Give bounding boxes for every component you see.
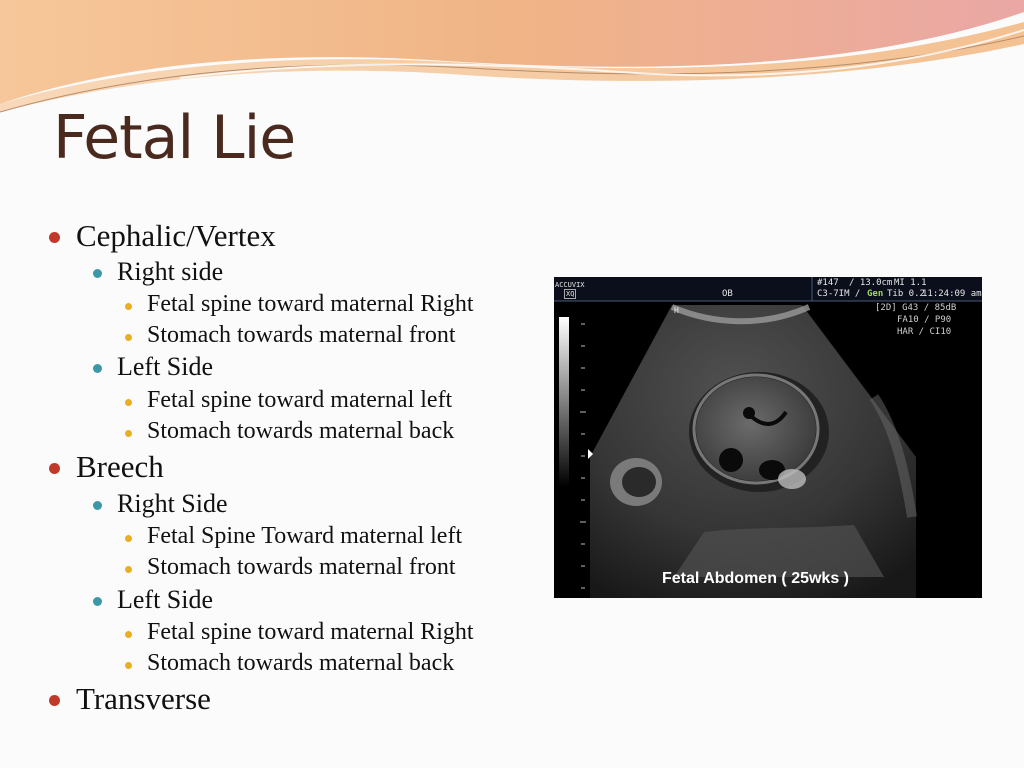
ultrasound-frame-label: #147: [817, 278, 839, 288]
ultrasound-depth-label: / 13.0cm: [849, 278, 893, 288]
bullet-text: Stomach towards maternal front: [147, 322, 456, 348]
slide-title: Fetal Lie: [53, 103, 296, 173]
bullet-dot-icon: [93, 364, 102, 373]
bullet-dot-icon: [125, 430, 132, 437]
bullet-dot-icon: [125, 535, 132, 542]
bullet-text: Cephalic/Vertex: [76, 218, 276, 253]
bullet-dot-icon: [93, 269, 102, 278]
bullet-dot-icon: [93, 501, 102, 510]
bullet-item: [147, 554, 456, 581]
ultrasound-caption: Fetal Abdomen ( 25wks ): [662, 570, 849, 587]
bullet-item: [117, 489, 228, 519]
bullet-text: Stomach towards maternal front: [147, 554, 456, 580]
bullet-item: [147, 523, 462, 550]
bullet-item: [76, 218, 276, 254]
bullet-item: [147, 418, 454, 445]
ultrasound-time-label: 11:24:09 am: [922, 289, 982, 299]
ultrasound-image: [554, 277, 982, 598]
ultrasound-mi-label: MI 1.1: [894, 278, 927, 288]
bullet-text: Breech: [76, 449, 164, 484]
bullet-item: [117, 585, 213, 615]
bullet-item: [76, 449, 164, 485]
bullet-text: Right side: [117, 257, 224, 286]
ultrasound-param-line: FA10 / P90: [897, 315, 952, 325]
bullet-item: [147, 322, 456, 349]
bullet-item: [117, 257, 223, 287]
ultrasound-brand-label: ACCUVIX: [555, 281, 585, 289]
ultrasound-mode-label: OB: [722, 289, 733, 299]
bullet-text: Right Side: [117, 489, 228, 518]
bullet-item: [147, 650, 454, 677]
bullet-dot-icon: [49, 232, 60, 243]
bullet-dot-icon: [125, 662, 132, 669]
ultrasound-param-line: HAR / CI10: [897, 327, 952, 337]
ultrasound-model-label: XQ: [566, 290, 575, 298]
ultrasound-probe-label: C3-7IM /: [817, 289, 861, 299]
bullet-text: Stomach towards maternal back: [147, 650, 455, 676]
bullet-item: [147, 619, 474, 646]
bullet-item: [117, 352, 213, 382]
bullet-dot-icon: [49, 695, 60, 706]
bullet-item: [147, 291, 474, 318]
bullet-text: Left Side: [117, 352, 214, 381]
bullet-dot-icon: [125, 334, 132, 341]
bullet-dot-icon: [125, 566, 132, 573]
bullet-text: Fetal spine toward maternal Right: [147, 619, 474, 645]
bullet-text: Fetal spine toward maternal Right: [147, 291, 474, 317]
ultrasound-tib-label: Tib 0.2: [887, 289, 925, 299]
bullet-item: [76, 681, 211, 717]
bullet-dot-icon: [49, 463, 60, 474]
ultrasound-h-marker: H: [674, 306, 679, 315]
ultrasound-gen-label: Gen: [867, 289, 884, 299]
bullet-dot-icon: [125, 631, 132, 638]
bullet-text: Fetal Spine Toward maternal left: [147, 523, 463, 549]
bullet-item: [147, 387, 452, 414]
bullet-dot-icon: [93, 597, 102, 606]
bullet-text: Transverse: [76, 681, 211, 716]
ultrasound-param-line: [2D] G43 / 85dB: [875, 303, 957, 313]
bullet-text: Left Side: [117, 585, 214, 614]
bullet-text: Fetal spine toward maternal left: [147, 387, 453, 413]
bullet-dot-icon: [125, 399, 132, 406]
bullet-dot-icon: [125, 303, 132, 310]
bullet-text: Stomach towards maternal back: [147, 418, 455, 444]
